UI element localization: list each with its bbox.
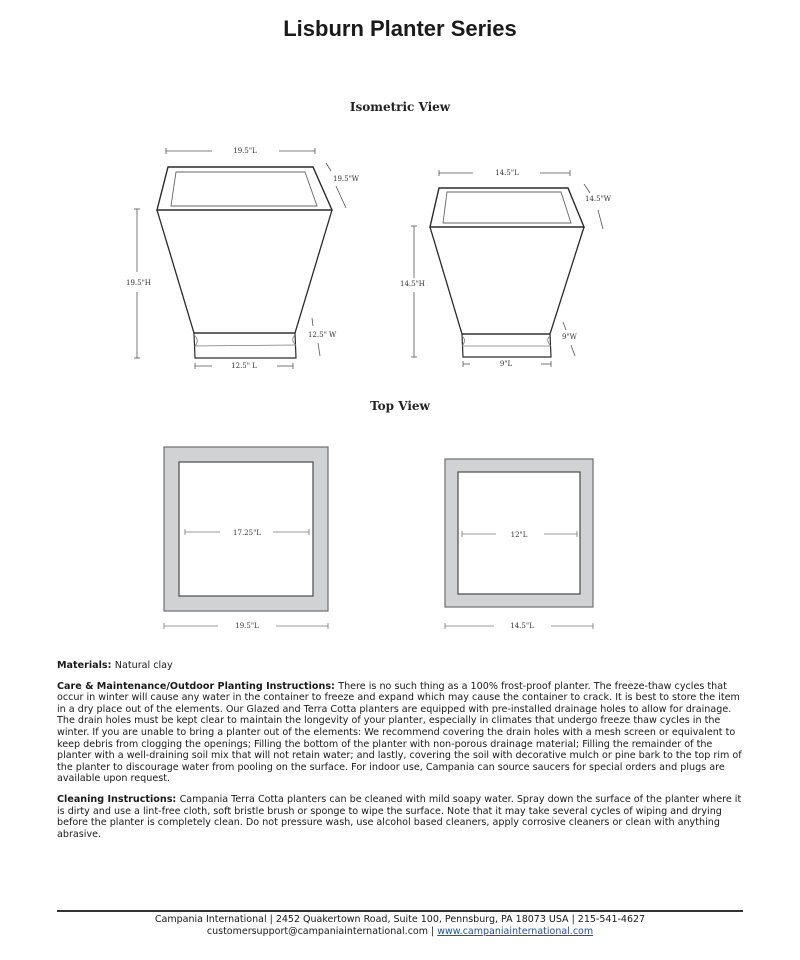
care-text: There is no such thing as a 100% frost-proof planter. The freeze-thaw cycles that occur in winter will cause any water in the container to freeze and expand which may cause the container to crack. It is best to store the item in a dry place out of the elements. Our Glazed and Terra Cotta planters are equipped with pre-installed drainage holes to allow for drainage. The drain holes must be kept clear to maintain the longevity of your planter, especially in climates that undergo freeze thaw cycles in the winter. If you are unable to bring a planter out of the elements: We recommend covering the drain holes with a mesh screen or equivalent to keep debris from clogging the openings; Filling the bottom of the planter with non-porous drainage material; Filling the remainder of the planter with a well-draining soil mix that will not retain water; and lastly, covering the soil with decorative mulch or pine bark to the top rim of the planter to discourage water from pooling on the surface. For indoor use, Campania can source saucers for special orders and plugs are available upon request.	[57, 680, 742, 785]
small-top-length-label: 14.5"L	[495, 169, 519, 177]
cleaning-paragraph	[57, 794, 747, 840]
large-base-width-label: 12.5" W	[308, 331, 337, 339]
small-planter-rim	[430, 188, 584, 227]
footer-separator: |	[428, 926, 438, 937]
materials-value: Natural clay	[114, 660, 173, 671]
footer-address: Campania International | 2452 Quakertown Road, Suite 100, Pennsburg, PA 18073 USA | 215-541-4627	[154, 914, 646, 925]
large-top-width-label: 19.5"W	[333, 175, 360, 183]
small-planter-rim-inner	[443, 192, 571, 223]
care-label: Care & Maintenance/Outdoor Planting Instructions:	[57, 680, 339, 692]
document-title: Lisburn Planter Series	[283, 16, 517, 41]
small-base-width-label: 9"W	[562, 333, 577, 341]
footer-contact	[0, 926, 800, 938]
small-planter-body	[430, 227, 584, 334]
small-base-length-label: 9"L	[499, 360, 513, 368]
large-top-length-label: 19.5"L	[233, 147, 257, 155]
isometric-view-heading: Isometric View	[349, 100, 451, 114]
small-top-width-label: 14.5"W	[585, 195, 612, 203]
large-planter-isometric	[157, 167, 332, 358]
footer-divider	[57, 910, 743, 912]
large-inner-length-label: 17.25"L	[233, 529, 261, 537]
materials-label: Materials:	[57, 660, 115, 671]
cleaning-label: Cleaning Instructions:	[57, 793, 180, 805]
large-planter-body	[157, 210, 332, 333]
care-paragraph	[57, 681, 747, 785]
small-inner-length-label: 12"L	[510, 531, 528, 539]
small-planter-isometric	[430, 188, 584, 357]
footer-website-link[interactable]: www.campaniainternational.com	[437, 926, 594, 937]
small-outer-length-label: 14.5"L	[510, 622, 534, 630]
footer-email[interactable]: customersupport@campaniainternational.com	[206, 926, 428, 937]
large-base-length-label: 12.5" L	[231, 362, 257, 370]
footer	[0, 914, 800, 938]
large-height-label: 19.5"H	[126, 279, 151, 287]
large-planter-rim-inner	[171, 172, 317, 206]
materials-paragraph	[57, 660, 747, 672]
cleaning-text: Campania Terra Cotta planters can be cleaned with mild soapy water. Spray down the surface of the planter where it is dirty and use a lint-free cloth, soft bristle brush or sponge to wipe the surface. Note that it may take several cycles of wiping and drying before the planter is completely clean. Do not pressure wash, use alcohol based cleaners, apply corrosive cleaners or clean with anything abrasive.	[57, 793, 742, 840]
specifications	[57, 660, 747, 849]
large-outer-length-label: 19.5"L	[235, 622, 259, 630]
small-planter-base	[462, 334, 551, 357]
top-view-heading: Top View	[370, 399, 430, 413]
small-height-label: 14.5"H	[400, 280, 425, 288]
